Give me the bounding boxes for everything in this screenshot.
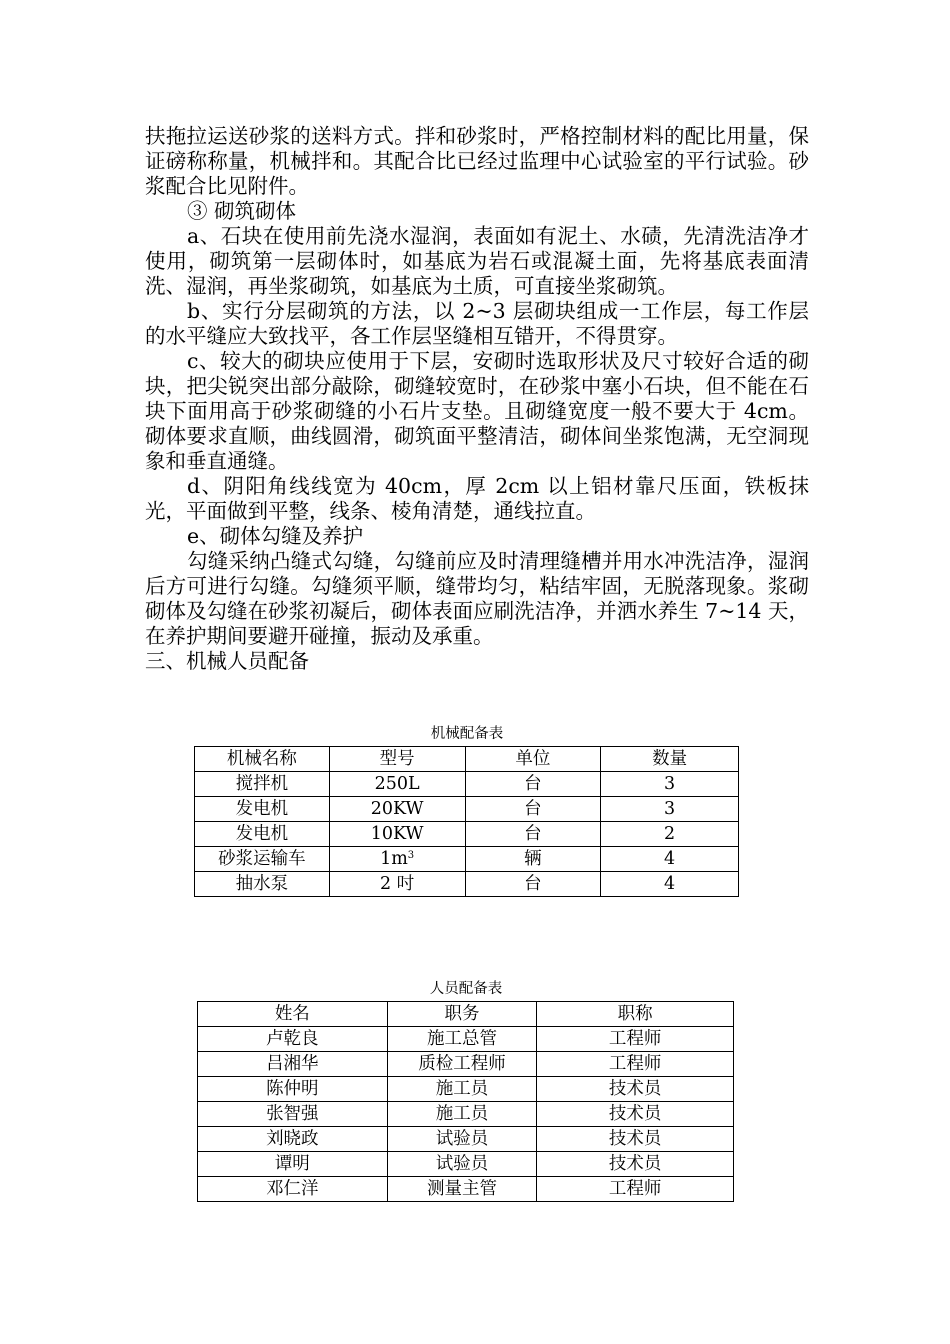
machine-table xyxy=(194,746,739,897)
table-cell: 吕湘华 xyxy=(198,1052,388,1077)
table-cell: 台 xyxy=(465,822,601,847)
paragraph-pointing: 勾缝采纳凸缝式勾缝，勾缝前应及时清理缝槽并用水冲洗洁净，湿润后方可进行勾缝。勾缝须平顺，缝带均匀，粘结牢固，无脱落现象。浆砌砌体及勾缝在砂浆初凝后，砌体表面应刷洗洁净，并洒水养生 7~14 天，在养护期间要避开碰撞，振动及承重。 xyxy=(145,549,809,648)
machine-table-caption: 机械配备表 xyxy=(430,726,504,742)
table-cell: 卢乾良 xyxy=(198,1027,388,1052)
table-row xyxy=(198,1177,734,1202)
table-row xyxy=(198,1027,734,1052)
cell-value: 1m xyxy=(380,849,408,869)
table-cell: 施工员 xyxy=(387,1077,537,1102)
table-cell: 张智强 xyxy=(198,1102,388,1127)
table-cell: 2 xyxy=(601,822,739,847)
table-cell: 4 xyxy=(601,872,739,897)
table-header-row xyxy=(195,747,739,772)
table-cell: 4 xyxy=(601,847,739,872)
table-cell: 技术员 xyxy=(537,1152,734,1177)
table-row xyxy=(198,1102,734,1127)
table-cell: 技术员 xyxy=(537,1127,734,1152)
header-cell: 职称 xyxy=(537,1002,734,1027)
table-cell: 工程师 xyxy=(537,1027,734,1052)
table-cell: 测量主管 xyxy=(387,1177,537,1202)
table-cell: 技术员 xyxy=(537,1102,734,1127)
table-row xyxy=(198,1152,734,1177)
section-heading-equipment-staff: 三、机械人员配备 xyxy=(145,649,309,673)
table-cell xyxy=(329,847,465,872)
table-cell: 谭明 xyxy=(198,1152,388,1177)
table-row xyxy=(195,772,739,797)
table-cell: 施工总管 xyxy=(387,1027,537,1052)
table-cell: 台 xyxy=(465,872,601,897)
table-row xyxy=(195,797,739,822)
header-cell: 数量 xyxy=(601,747,739,772)
table-cell: 工程师 xyxy=(537,1177,734,1202)
table-row xyxy=(195,872,739,897)
heading-masonry: ③ 砌筑砌体 xyxy=(187,199,297,223)
table-cell: 台 xyxy=(465,772,601,797)
table-cell: 发电机 xyxy=(195,797,330,822)
table-cell: 技术员 xyxy=(537,1077,734,1102)
table-cell: 砂浆运输车 xyxy=(195,847,330,872)
table-cell: 质检工程师 xyxy=(387,1052,537,1077)
table-row xyxy=(195,822,739,847)
table-cell: 施工员 xyxy=(387,1102,537,1127)
header-cell: 单位 xyxy=(465,747,601,772)
table-cell: 试验员 xyxy=(387,1152,537,1177)
table-cell: 2 吋 xyxy=(329,872,465,897)
table-cell: 陈仲明 xyxy=(198,1077,388,1102)
header-cell: 机械名称 xyxy=(195,747,330,772)
table-cell: 10KW xyxy=(329,822,465,847)
staff-table xyxy=(197,1001,734,1202)
table-cell: 搅拌机 xyxy=(195,772,330,797)
table-cell: 台 xyxy=(465,797,601,822)
table-row xyxy=(198,1077,734,1102)
paragraph-mortar-transport: 扶拖拉运送砂浆的送料方式。拌和砂浆时，严格控制材料的配比用量，保证磅称称量，机械拌和。其配合比已经过监理中心试验室的平行试验。砂浆配合比见附件。 xyxy=(145,124,809,198)
paragraph-item-c: c、较大的砌块应使用于下层，安砌时选取形状及尺寸较好合适的砌块，把尖锐突出部分敲除，砌缝较宽时，在砂浆中塞小石块，但不能在石块下面用高于砂浆砌缝的小石片支垫。且砌缝宽度一般不要大于 4cm。砌体要求直顺，曲线圆滑，砌筑面平整清洁，砌体间坐浆饱满，无空洞现象和垂直通缝。 xyxy=(145,349,809,473)
table-cell: 发电机 xyxy=(195,822,330,847)
header-cell: 职务 xyxy=(387,1002,537,1027)
paragraph-item-d: d、阴阳角线线宽为 40cm，厚 2cm 以上铝材靠尺压面，铁板抹光，平面做到平整，线条、棱角清楚，通线拉直。 xyxy=(145,474,809,523)
table-cell: 250L xyxy=(329,772,465,797)
table-cell: 3 xyxy=(601,797,739,822)
table-cell: 辆 xyxy=(465,847,601,872)
paragraph-item-a: a、石块在使用前先浇水湿润，表面如有泥土、水碛，先清洗洁净才使用，砌筑第一层砌体时，如基底为岩石或混凝土面，先将基底表面清洗、湿润，再坐浆砌筑，如基底为土质，可直接坐浆砌筑。 xyxy=(145,224,809,298)
table-row xyxy=(198,1052,734,1077)
superscript: 3 xyxy=(407,850,415,861)
staff-table-caption: 人员配备表 xyxy=(429,981,503,997)
paragraph-item-e: e、砌体勾缝及养护 xyxy=(187,524,364,548)
paragraph-item-b: b、实行分层砌筑的方法，以 2~3 层砌块组成一工作层，每工作层的水平缝应大致找平，各工作层坚缝相互错开，不得贯穿。 xyxy=(145,299,809,348)
table-cell: 刘晓政 xyxy=(198,1127,388,1152)
table-cell: 抽水泵 xyxy=(195,872,330,897)
table-cell: 3 xyxy=(601,772,739,797)
table-row xyxy=(198,1127,734,1152)
table-row xyxy=(195,847,739,872)
table-cell: 邓仁洋 xyxy=(198,1177,388,1202)
body-text xyxy=(145,124,809,674)
table-cell: 工程师 xyxy=(537,1052,734,1077)
header-cell: 型号 xyxy=(329,747,465,772)
header-cell: 姓名 xyxy=(198,1002,388,1027)
table-header-row xyxy=(198,1002,734,1027)
table-cell: 试验员 xyxy=(387,1127,537,1152)
table-cell: 20KW xyxy=(329,797,465,822)
